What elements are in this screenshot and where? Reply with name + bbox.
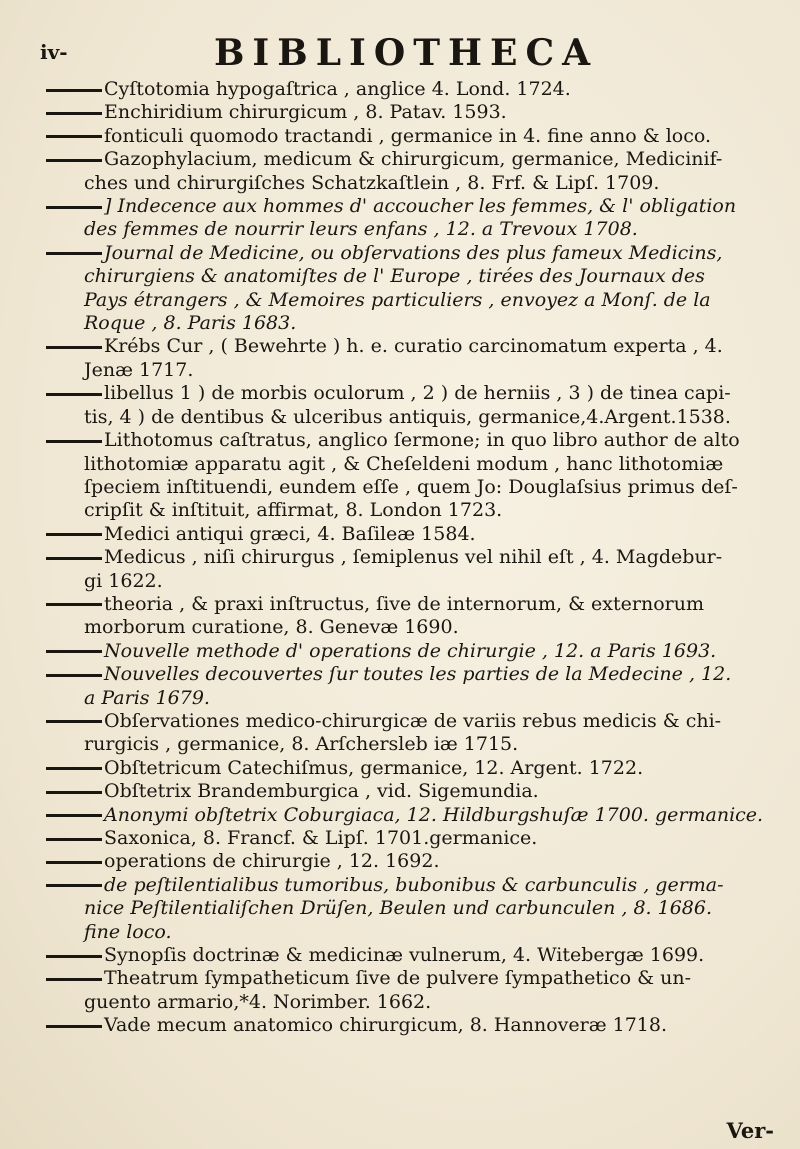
entry-line xyxy=(46,335,776,358)
entry-text: gi 1622. xyxy=(84,569,163,592)
entry-text: Nouvelle methode d' operations de chirurgie , 12. a Paris 1693. xyxy=(104,639,717,662)
bibliography-entry xyxy=(46,827,776,850)
entry-dash xyxy=(46,393,102,396)
entry-text: chirurgiens & anatomiſtes de l' Europe , tirées des Journaux des xyxy=(84,265,705,288)
entry-line xyxy=(46,1014,776,1037)
entry-line xyxy=(46,874,776,897)
entry-line xyxy=(46,687,776,710)
entry-text: cripſit & inſtituit, affirmat, 8. London 1723. xyxy=(84,499,503,522)
page-header xyxy=(0,6,800,74)
entry-line xyxy=(46,827,776,850)
page-title: BIBLIOTHECA xyxy=(214,32,599,74)
entry-dash xyxy=(46,1025,102,1028)
catchword: Ver- xyxy=(726,1118,774,1143)
bibliography-entry xyxy=(46,148,776,195)
entry-line xyxy=(46,570,776,593)
bibliography-entry xyxy=(46,125,776,148)
signature-mark: iv- xyxy=(40,40,68,64)
bibliography-entry xyxy=(46,757,776,780)
entry-line xyxy=(46,172,776,195)
entry-line xyxy=(46,780,776,803)
entry-text: Medicus , niſi chirurgus , ſemiplenus vel nihil eſt , 4. Magdebur- xyxy=(104,546,723,569)
entry-text: Jenæ 1717. xyxy=(84,358,194,381)
entry-line xyxy=(46,148,776,171)
entry-text: Lithotomus caſtratus, anglico ſermone; in quo libro author de alto xyxy=(104,429,740,452)
entry-text: Obſtetrix Brandemburgica , vid. Sigemundia. xyxy=(104,780,539,803)
entry-text: Obſtetricum Catechiſmus, germanice, 12. Argent. 1722. xyxy=(104,756,644,779)
entry-text: guento armario,*4. Norimber. 1662. xyxy=(84,990,432,1013)
entry-dash xyxy=(46,814,102,817)
bibliography-entry xyxy=(46,944,776,967)
entry-line xyxy=(46,218,776,241)
entry-text: Saxonica, 8. Francf. & Lipſ. 1701.germanice. xyxy=(104,827,538,849)
entry-text: Enchiridium chirurgicum , 8. Patav. 1593. xyxy=(104,101,507,124)
entry-line xyxy=(46,757,776,780)
entry-dash xyxy=(46,674,102,677)
bibliography-entry xyxy=(46,710,776,757)
entry-text: libellus 1 ) de morbis oculorum , 2 ) de herniis , 3 ) de tinea capi- xyxy=(104,382,731,405)
entry-dash xyxy=(46,861,102,864)
entry-text: fonticuli quomodo tractandi , germanice in 4. fine anno & loco. xyxy=(104,124,711,147)
bibliography-entry xyxy=(46,967,776,1014)
entry-line xyxy=(46,850,776,873)
entry-dash xyxy=(46,89,102,92)
entry-line xyxy=(46,289,776,312)
entry-dash xyxy=(46,650,102,653)
entry-line xyxy=(46,242,776,265)
bibliography-entry xyxy=(46,101,776,124)
entry-dash xyxy=(46,838,102,841)
bibliography-entry xyxy=(46,874,776,944)
entry-text: ſpeciem inſtituendi, eundem eſſe , quem Jo: Douglaſsius primus deſ- xyxy=(84,475,738,498)
entry-dash xyxy=(46,791,102,794)
entry-line xyxy=(46,991,776,1014)
entry-dash xyxy=(46,955,102,958)
bibliography-entry xyxy=(46,804,776,827)
bibliography-entry xyxy=(46,195,776,242)
entry-line xyxy=(46,265,776,288)
entry-text: Obſervationes medico-chirurgicæ de variis rebus medicis & chi- xyxy=(104,709,722,732)
entry-line xyxy=(46,78,776,101)
entry-dash xyxy=(46,884,102,887)
entry-line xyxy=(46,499,776,522)
entry-line xyxy=(46,897,776,920)
bibliography-entry xyxy=(46,780,776,803)
entry-text: theoria , & praxi inſtructus, ſive de internorum, & externorum xyxy=(104,592,704,615)
bibliography-list xyxy=(46,78,776,1038)
entry-line xyxy=(46,710,776,733)
bibliography-entry xyxy=(46,382,776,429)
entry-line xyxy=(46,125,776,148)
entry-line xyxy=(46,616,776,639)
entry-line xyxy=(46,195,776,218)
entry-text: des femmes de nourrir leurs enfans , 12. a Trevoux 1708. xyxy=(84,218,638,241)
entry-text: a Paris 1679. xyxy=(84,686,210,709)
entry-text: Medici antiqui græci, 4. Baſileæ 1584. xyxy=(104,522,476,545)
entry-text: fine loco. xyxy=(84,920,172,943)
entry-text: nice Peſtilentialiſchen Drüſen, Beulen und carbunculen , 8. 1686. xyxy=(84,897,713,920)
entry-dash xyxy=(46,720,102,723)
entry-line xyxy=(46,429,776,452)
bibliography-entry xyxy=(46,429,776,523)
entry-text: de peſtilentialibus tumoribus, bubonibus & carbunculis , germa- xyxy=(104,873,724,896)
bibliography-entry xyxy=(46,593,776,640)
entry-dash xyxy=(46,206,102,209)
bibliography-entry xyxy=(46,335,776,382)
bibliography-entry xyxy=(46,242,776,336)
entry-line xyxy=(46,101,776,124)
entry-text: ] Indecence aux hommes d' accoucher les femmes, & l' obligation xyxy=(104,195,737,218)
entry-text: Synopſis doctrinæ & medicinæ vulnerum, 4. Witebergæ 1699. xyxy=(104,944,705,967)
entry-line xyxy=(46,804,776,827)
entry-dash xyxy=(46,159,102,162)
bibliography-entry xyxy=(46,1014,776,1037)
bibliography-entry xyxy=(46,546,776,593)
entry-line xyxy=(46,546,776,569)
entry-line xyxy=(46,921,776,944)
entry-line xyxy=(46,453,776,476)
entry-text: Nouvelles decouvertes ſur toutes les parties de la Medecine , 12. xyxy=(104,663,732,686)
entry-line xyxy=(46,382,776,405)
entry-dash xyxy=(46,252,102,255)
entry-line xyxy=(46,663,776,686)
entry-text: Roque , 8. Paris 1683. xyxy=(84,312,297,335)
entry-dash xyxy=(46,603,102,606)
entry-dash xyxy=(46,978,102,981)
bibliography-entry xyxy=(46,640,776,663)
entry-dash xyxy=(46,346,102,349)
entry-text: lithotomiæ apparatu agit , & Cheſeldeni modum , hanc lithotomiæ xyxy=(84,452,724,475)
entry-text: tis, 4 ) de dentibus & ulceribus antiquis, germanice,4.Argent.1538. xyxy=(84,405,731,428)
entry-dash xyxy=(46,557,102,560)
entry-text: ches und chirurgiſches Schatzkaſtlein , 8. Frf. & Lipſ. 1709. xyxy=(84,171,660,194)
bibliography-entry xyxy=(46,850,776,873)
entry-line xyxy=(46,359,776,382)
entry-line xyxy=(46,406,776,429)
entry-line xyxy=(46,312,776,335)
entry-text: Gazophylacium, medicum & chirurgicum, germanice, Medicinif- xyxy=(104,148,723,171)
entry-dash xyxy=(46,767,102,770)
entry-line xyxy=(46,944,776,967)
entry-text: morborum curatione, 8. Genevæ 1690. xyxy=(84,616,459,639)
bibliography-entry xyxy=(46,663,776,710)
entry-text: Theatrum ſympatheticum ſive de pulvere ſympathetico & un- xyxy=(104,967,691,990)
entry-text: rurgicis , germanice, 8. Arſchersleb iæ 1715. xyxy=(84,733,519,756)
entry-dash xyxy=(46,533,102,536)
entry-line xyxy=(46,593,776,616)
entry-line xyxy=(46,733,776,756)
entry-line xyxy=(46,476,776,499)
entry-text: Pays étrangers , & Memoires particuliers , envoyez a Monſ. de la xyxy=(84,288,711,311)
entry-line xyxy=(46,967,776,990)
entry-text: Journal de Medicine, ou obſervations des plus fameux Medicins, xyxy=(104,241,723,264)
bibliography-entry xyxy=(46,78,776,101)
entry-text: Cyſtotomia hypogaſtrica , anglice 4. Lond. 1724. xyxy=(104,78,571,100)
entry-text: Vade mecum anatomico chirurgicum, 8. Hannoveræ 1718. xyxy=(104,1014,668,1037)
entry-dash xyxy=(46,135,102,138)
entry-dash xyxy=(46,440,102,443)
entry-text: Anonymi obſtetrix Coburgiaca, 12. Hildburgshuſæ 1700. germanice. xyxy=(104,803,764,826)
entry-line xyxy=(46,640,776,663)
entry-line xyxy=(46,523,776,546)
entry-dash xyxy=(46,112,102,115)
entry-text: operations de chirurgie , 12. 1692. xyxy=(104,850,440,873)
entry-text: Krébs Cur , ( Bewehrte ) h. e. curatio carcinomatum experta , 4. xyxy=(104,335,723,358)
bibliography-entry xyxy=(46,523,776,546)
